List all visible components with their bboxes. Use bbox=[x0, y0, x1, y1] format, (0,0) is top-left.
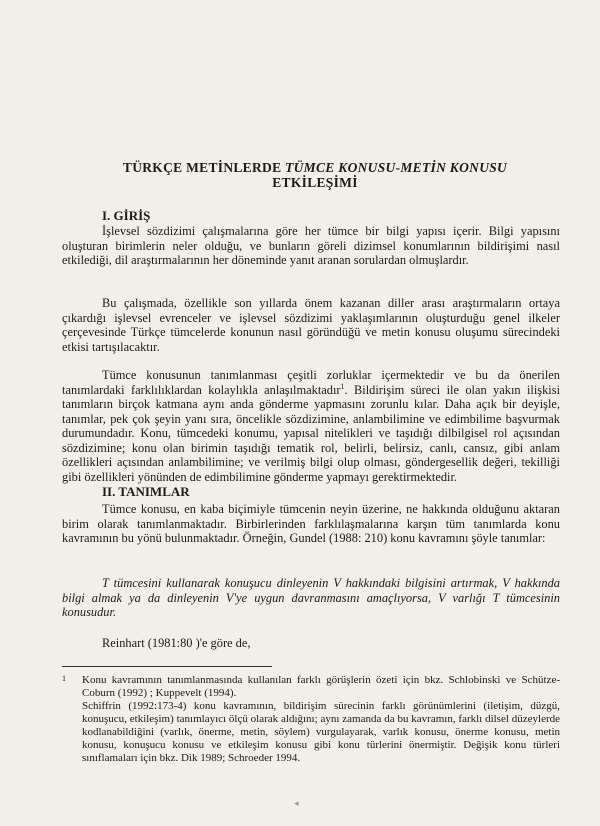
intro-paragraph-3 bbox=[62, 368, 560, 484]
title-prefix: TÜRKÇE METİNLERDE bbox=[122, 160, 286, 175]
page-mark-dot: ◂ bbox=[294, 798, 299, 808]
title-italic: TÜMCE KONUSU-METİN KONUSU bbox=[285, 160, 508, 175]
footnote-1-paragraph-1: Konu kavramının tanımlanmasında kullanılan farklı görüşlerin özeti için bkz. Schlobinski ve Schütze-Coburn (1992) ; Kuppevelt (1994). bbox=[82, 674, 560, 699]
title-line2: ETKİLEŞİMİ bbox=[272, 175, 358, 190]
footnote-1 bbox=[62, 674, 560, 765]
paper-title bbox=[80, 160, 550, 190]
footnote-1-paragraph-2: Schiffrin (1992:173-4) konu kavramının, bildirişim sürecinin farklı görünümlerini (iletişim, düzgü, konuşucu, etkileşim) tanımlayıcı ölçü olarak aldığını; aynı zamanda da bu kavramın, farklı dilsel düzeylerde kodlanabildiğini (varlık, önerme, metin, söylem) vurgulayarak, varlık konusu, önerme konusu, metin konusu, konuşucu konusu ve etkileşim konusu gibi konu türlerini önermiştir. Değişik konu türleri sınıflamaları için bkz. Dik 1989; Schroeder 1994. bbox=[82, 700, 560, 764]
intro-paragraph-3-part-a: Tümce konusunun tanımlanması çeşitli zorluklar içermektedir ve bu da önerilen tanımlardaki farklılıklardan kolaylıkla anlaşılmaktadır bbox=[62, 368, 560, 397]
intro-paragraph-3-part-b: . Bildirişim süreci ile olan yakın ilişkisi tanımların birçok katmana aynı anda gönderme yapmasını zorunlu kılar. Daha açık bir deyişle, tanımlar, pek çok şeyin yanı sıra, öncelikle sözdizimine, anlambilimine ve edimbilime başvurmak durumundadır. Konu, tümcedeki konumu, yapısal nitelikleri ve taşıdığı dilbilgisel rol açısından sözdizimine; konu olan birimin taşıdığı tematik rol, belirli, belirsiz, canlı, cansız, gibi anlam özellikleri açısından anlambilimine; ve verilmiş bilgi olup olması, göndergesellik değeri, tekilliği gibi özellikleri yönünden de edimbilimine gönderme yapmayı gerektirmektedir. bbox=[62, 382, 561, 484]
definitions-paragraph-1: Tümce konusu, en kaba biçimiyle tümcenin neyin üzerine, ne hakkında olduğunu aktaran birim olarak tanımlanmaktadır. Birbirlerinden farklılaşmalarına karşın tüm tanımlarda konu kavramının bu yönü bulunmaktadır. Örneğin, Gundel (1988: 210) konu kavramını şöyle tanımlar: bbox=[62, 502, 560, 545]
reinhart-intro: Reinhart (1981:80 )'e göre de, bbox=[102, 636, 251, 650]
bleed-through-text bbox=[70, 68, 560, 82]
section-heading-definitions: II. TANIMLAR bbox=[102, 484, 190, 499]
intro-paragraph-2: Bu çalışmada, özellikle son yıllarda önem kazanan diller arası araştırmaların ortaya çıkardığı işlevsel evrenceler ve işlevsel sözdizimi yaklaşımlarının oluşturduğu genel ilkeler çerçevesinde Türkçe tümcelerde konunun nasıl göründüğü ve metin konusu oluşumu sürecindeki etkisi tartışılacaktır. bbox=[62, 296, 560, 354]
footnote-divider bbox=[62, 666, 272, 667]
section-heading-intro: I. GİRİŞ bbox=[102, 208, 151, 223]
gundel-quote: T tümcesini kullanarak konuşucu dinleyenin V hakkındaki bilgisini artırmak, V hakkında bilgi almak ya da dinleyenin V'ye uygun davranmasını amaçlıyorsa, V varlığı T tümcesinin konusudur. bbox=[62, 576, 560, 619]
footnote-number: 1 bbox=[62, 674, 66, 683]
footnote-ref-1[interactable]: 1 bbox=[340, 381, 345, 391]
intro-paragraph-1: İşlevsel sözdizimi çalışmalarına göre her tümce bir bilgi yapısı içerir. Bilgi yapısını oluşturan birimlerin neler olduğu, ve bunların göreli dizimsel konumlarının bildirişimi nasıl etkilediği, dil araştırmalarının her döneminde yanıt aranan sorulardan olmuşlardır. bbox=[62, 224, 560, 267]
